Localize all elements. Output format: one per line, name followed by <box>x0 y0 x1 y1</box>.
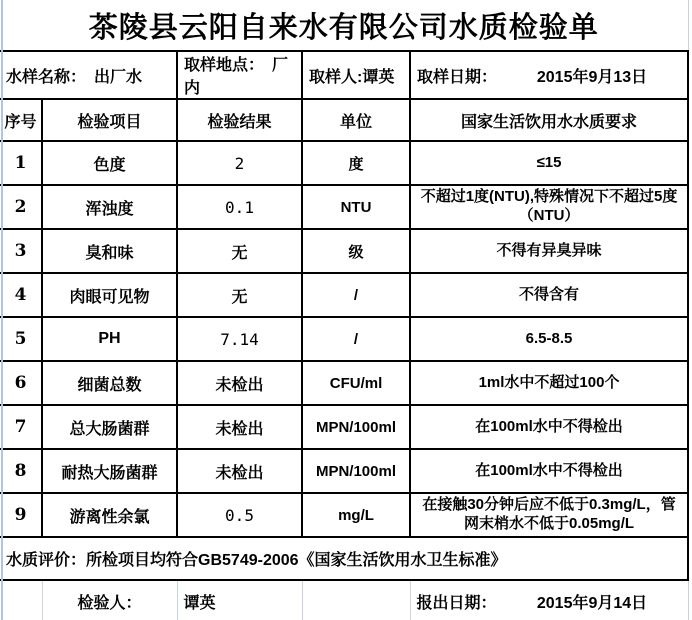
row-no: 7 <box>0 405 42 449</box>
row-unit: MPN/100ml <box>302 405 410 449</box>
footer-empty-cell <box>302 580 410 620</box>
column-header-row <box>0 99 688 141</box>
sample-date-value: 2015年9月13日 <box>536 68 648 86</box>
evaluation-text: 所检项目均符合GB5749-2006《国家生活饮用水卫生标准》 <box>86 552 507 569</box>
sample-location-label: 取样地点： <box>184 57 265 74</box>
row-result: 未检出 <box>177 361 302 405</box>
row-result: 0.1 <box>177 185 302 229</box>
row-requirement: 不超过1度(NTU),特殊情况下不超过5度（NTU） <box>410 185 688 229</box>
col-header-result: 检验结果 <box>177 99 302 141</box>
col-header-no: 序号 <box>0 99 42 141</box>
row-requirement: 在100ml水中不得检出 <box>410 405 688 449</box>
sample-date-cell <box>410 51 688 99</box>
title-row <box>0 0 688 51</box>
row-unit: NTU <box>302 185 410 229</box>
inspector-label: 检验人： <box>42 580 177 620</box>
row-unit: / <box>302 317 410 361</box>
row-result: 未检出 <box>177 405 302 449</box>
row-result: 无 <box>177 229 302 273</box>
table-row <box>0 317 688 361</box>
row-requirement: 6.5-8.5 <box>410 317 688 361</box>
row-requirement: 在100ml水中不得检出 <box>410 449 688 493</box>
row-requirement: ≤15 <box>410 141 688 185</box>
sample-name-value: 出厂水 <box>94 68 143 86</box>
row-no: 4 <box>0 273 42 317</box>
col-header-item: 检验项目 <box>42 99 177 141</box>
evaluation-cell <box>0 537 688 580</box>
sheet-left-edge-line <box>1 0 3 620</box>
table-row <box>0 405 688 449</box>
inspector-value: 谭英 <box>177 580 302 620</box>
row-result: 2 <box>177 141 302 185</box>
row-item: 色度 <box>42 141 177 185</box>
evaluation-row <box>0 537 688 580</box>
row-item: 细菌总数 <box>42 361 177 405</box>
col-header-requirement: 国家生活饮用水水质要求 <box>410 99 688 141</box>
row-requirement: 不得含有 <box>410 273 688 317</box>
row-unit: mg/L <box>302 493 410 537</box>
row-no: 3 <box>0 229 42 273</box>
row-no: 1 <box>0 141 42 185</box>
footer-row <box>0 580 688 620</box>
col-header-unit: 单位 <box>302 99 410 141</box>
row-requirement: 1ml水中不超过100个 <box>410 361 688 405</box>
table-row <box>0 493 688 537</box>
row-unit: CFU/ml <box>302 361 410 405</box>
row-item: 浑浊度 <box>42 185 177 229</box>
sampler-cell <box>302 51 410 99</box>
footer-empty-cell <box>0 580 42 620</box>
report-date-value: 2015年9月14日 <box>536 595 648 612</box>
row-unit: 级 <box>302 229 410 273</box>
sample-location-value: 厂内 <box>184 57 289 97</box>
row-no: 9 <box>0 493 42 537</box>
evaluation-label: 水质评价： <box>6 552 87 569</box>
row-unit: / <box>302 273 410 317</box>
row-item: 耐热大肠菌群 <box>42 449 177 493</box>
sample-date-label: 取样日期： <box>417 68 498 86</box>
report-date-label: 报出日期： <box>416 595 497 612</box>
table-row <box>0 185 688 229</box>
row-item: 游离性余氯 <box>42 493 177 537</box>
sample-name-label: 水样名称： <box>6 68 87 86</box>
row-item: 臭和味 <box>42 229 177 273</box>
row-no: 5 <box>0 317 42 361</box>
row-no: 6 <box>0 361 42 405</box>
row-result: 0.5 <box>177 493 302 537</box>
row-item: PH <box>42 317 177 361</box>
sample-name-cell <box>0 51 177 99</box>
row-result: 7.14 <box>177 317 302 361</box>
row-requirement: 不得有异臭异味 <box>410 229 688 273</box>
row-no: 8 <box>0 449 42 493</box>
table-row <box>0 273 688 317</box>
row-no: 2 <box>0 185 42 229</box>
sampler-value: 谭英 <box>362 68 395 86</box>
row-item: 总大肠菌群 <box>42 405 177 449</box>
report-date-cell <box>410 580 688 620</box>
table-row <box>0 229 688 273</box>
table-row <box>0 361 688 405</box>
row-requirement: 在接触30分钟后应不低于0.3mg/L，管网末梢水不低于0.05mg/L <box>410 493 688 537</box>
row-result: 无 <box>177 273 302 317</box>
table-row <box>0 449 688 493</box>
row-unit: 度 <box>302 141 410 185</box>
sample-location-cell <box>177 51 302 99</box>
row-result: 未检出 <box>177 449 302 493</box>
row-unit: MPN/100ml <box>302 449 410 493</box>
sampler-label: 取样人: <box>309 68 363 86</box>
row-item: 肉眼可见物 <box>42 273 177 317</box>
table-row <box>0 141 688 185</box>
report-title: 茶陵县云阳自来水有限公司水质检验单 <box>0 0 688 51</box>
sample-info-row <box>0 51 688 99</box>
